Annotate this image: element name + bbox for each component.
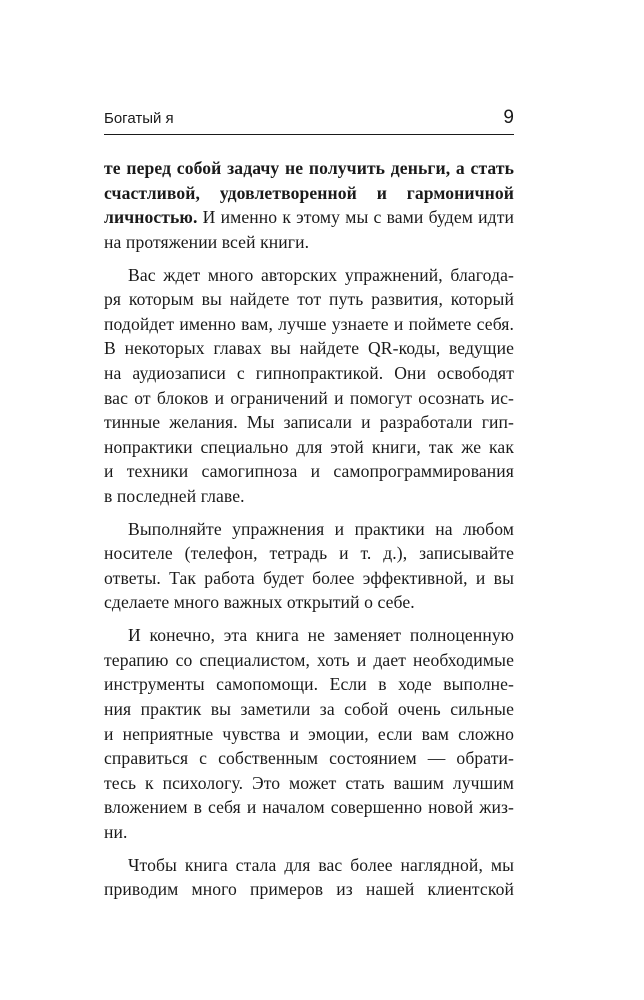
text-line: ря которым вы найдете тот путь развития, который bbox=[104, 289, 514, 310]
regular-text: И именно к этому мы с вами будем идти bbox=[197, 207, 514, 228]
text-line: ответы. Так работа будет более эффективной, и вы bbox=[104, 567, 514, 588]
text-line: сделаете много важных открытий о себе. bbox=[104, 592, 415, 613]
text-line: нопрактики специально для этой книги, так же как bbox=[104, 436, 514, 457]
paragraph bbox=[104, 156, 514, 254]
text-line: И конечно, эта книга не заменяет полноценную bbox=[128, 625, 514, 646]
paragraph bbox=[104, 517, 514, 615]
text-line: Выполняйте упражнения и практики на любом bbox=[128, 518, 514, 539]
bold-text: личностью. bbox=[104, 207, 198, 228]
text-line: вложением в себя и началом совершенно новой жиз- bbox=[104, 797, 514, 818]
text-line: и неприятные чувства и эмоции, если вам сложно bbox=[104, 723, 514, 744]
bold-text: те перед собой задачу не получить деньги, а стать bbox=[104, 158, 514, 178]
text-line: ния практик вы заметили за собой очень сильные bbox=[104, 699, 514, 720]
regular-text: на протяжении всей книги. bbox=[104, 231, 310, 252]
bold-text: счастливой, удовлетворенной и гармоничной bbox=[104, 182, 514, 203]
text-line: справиться с собственным состоянием — обрати- bbox=[104, 748, 514, 769]
text-line bbox=[104, 156, 514, 181]
text-line: инструменты самопомощи. Если в ходе выполне- bbox=[104, 674, 514, 695]
text-line: тинные желания. Мы записали и разработали гип- bbox=[104, 412, 514, 433]
text-line: терапию со специалистом, хоть и дает необходимые bbox=[104, 649, 514, 670]
text-line: приводим много примеров из нашей клиентской bbox=[104, 879, 514, 900]
text-line: В некоторых главах вы найдете QR-коды, ведущие bbox=[104, 338, 514, 359]
body-text bbox=[104, 156, 514, 910]
text-line: на аудиозаписи с гипнопрактикой. Они освободят bbox=[104, 362, 514, 383]
text-line: вас от блоков и ограничений и помогут осознать ис- bbox=[104, 387, 514, 408]
text-line bbox=[104, 205, 514, 230]
text-line: Чтобы книга стала для вас более наглядной, мы bbox=[128, 854, 514, 875]
text-line: в последней главе. bbox=[104, 485, 245, 506]
text-line bbox=[104, 230, 514, 255]
running-head bbox=[104, 104, 514, 135]
text-line: и техники самогипноза и самопрограммирования bbox=[104, 461, 514, 482]
paragraph bbox=[104, 853, 514, 902]
text-line: ни. bbox=[104, 822, 128, 842]
text-line: подойдет именно вам, лучше узнаете и поймете себя. bbox=[104, 313, 514, 334]
paragraph bbox=[104, 623, 514, 844]
page-number: 9 bbox=[503, 107, 514, 128]
text-line: носителе (телефон, тетрадь и т. д.), записывайте bbox=[104, 543, 514, 564]
paragraph bbox=[104, 263, 514, 509]
running-title: Богатый я bbox=[104, 110, 174, 127]
text-line: тесь к психологу. Это может стать вашим лучшим bbox=[104, 772, 514, 793]
text-line: Вас ждет много авторских упражнений, благода- bbox=[128, 264, 514, 285]
text-line bbox=[104, 181, 514, 206]
